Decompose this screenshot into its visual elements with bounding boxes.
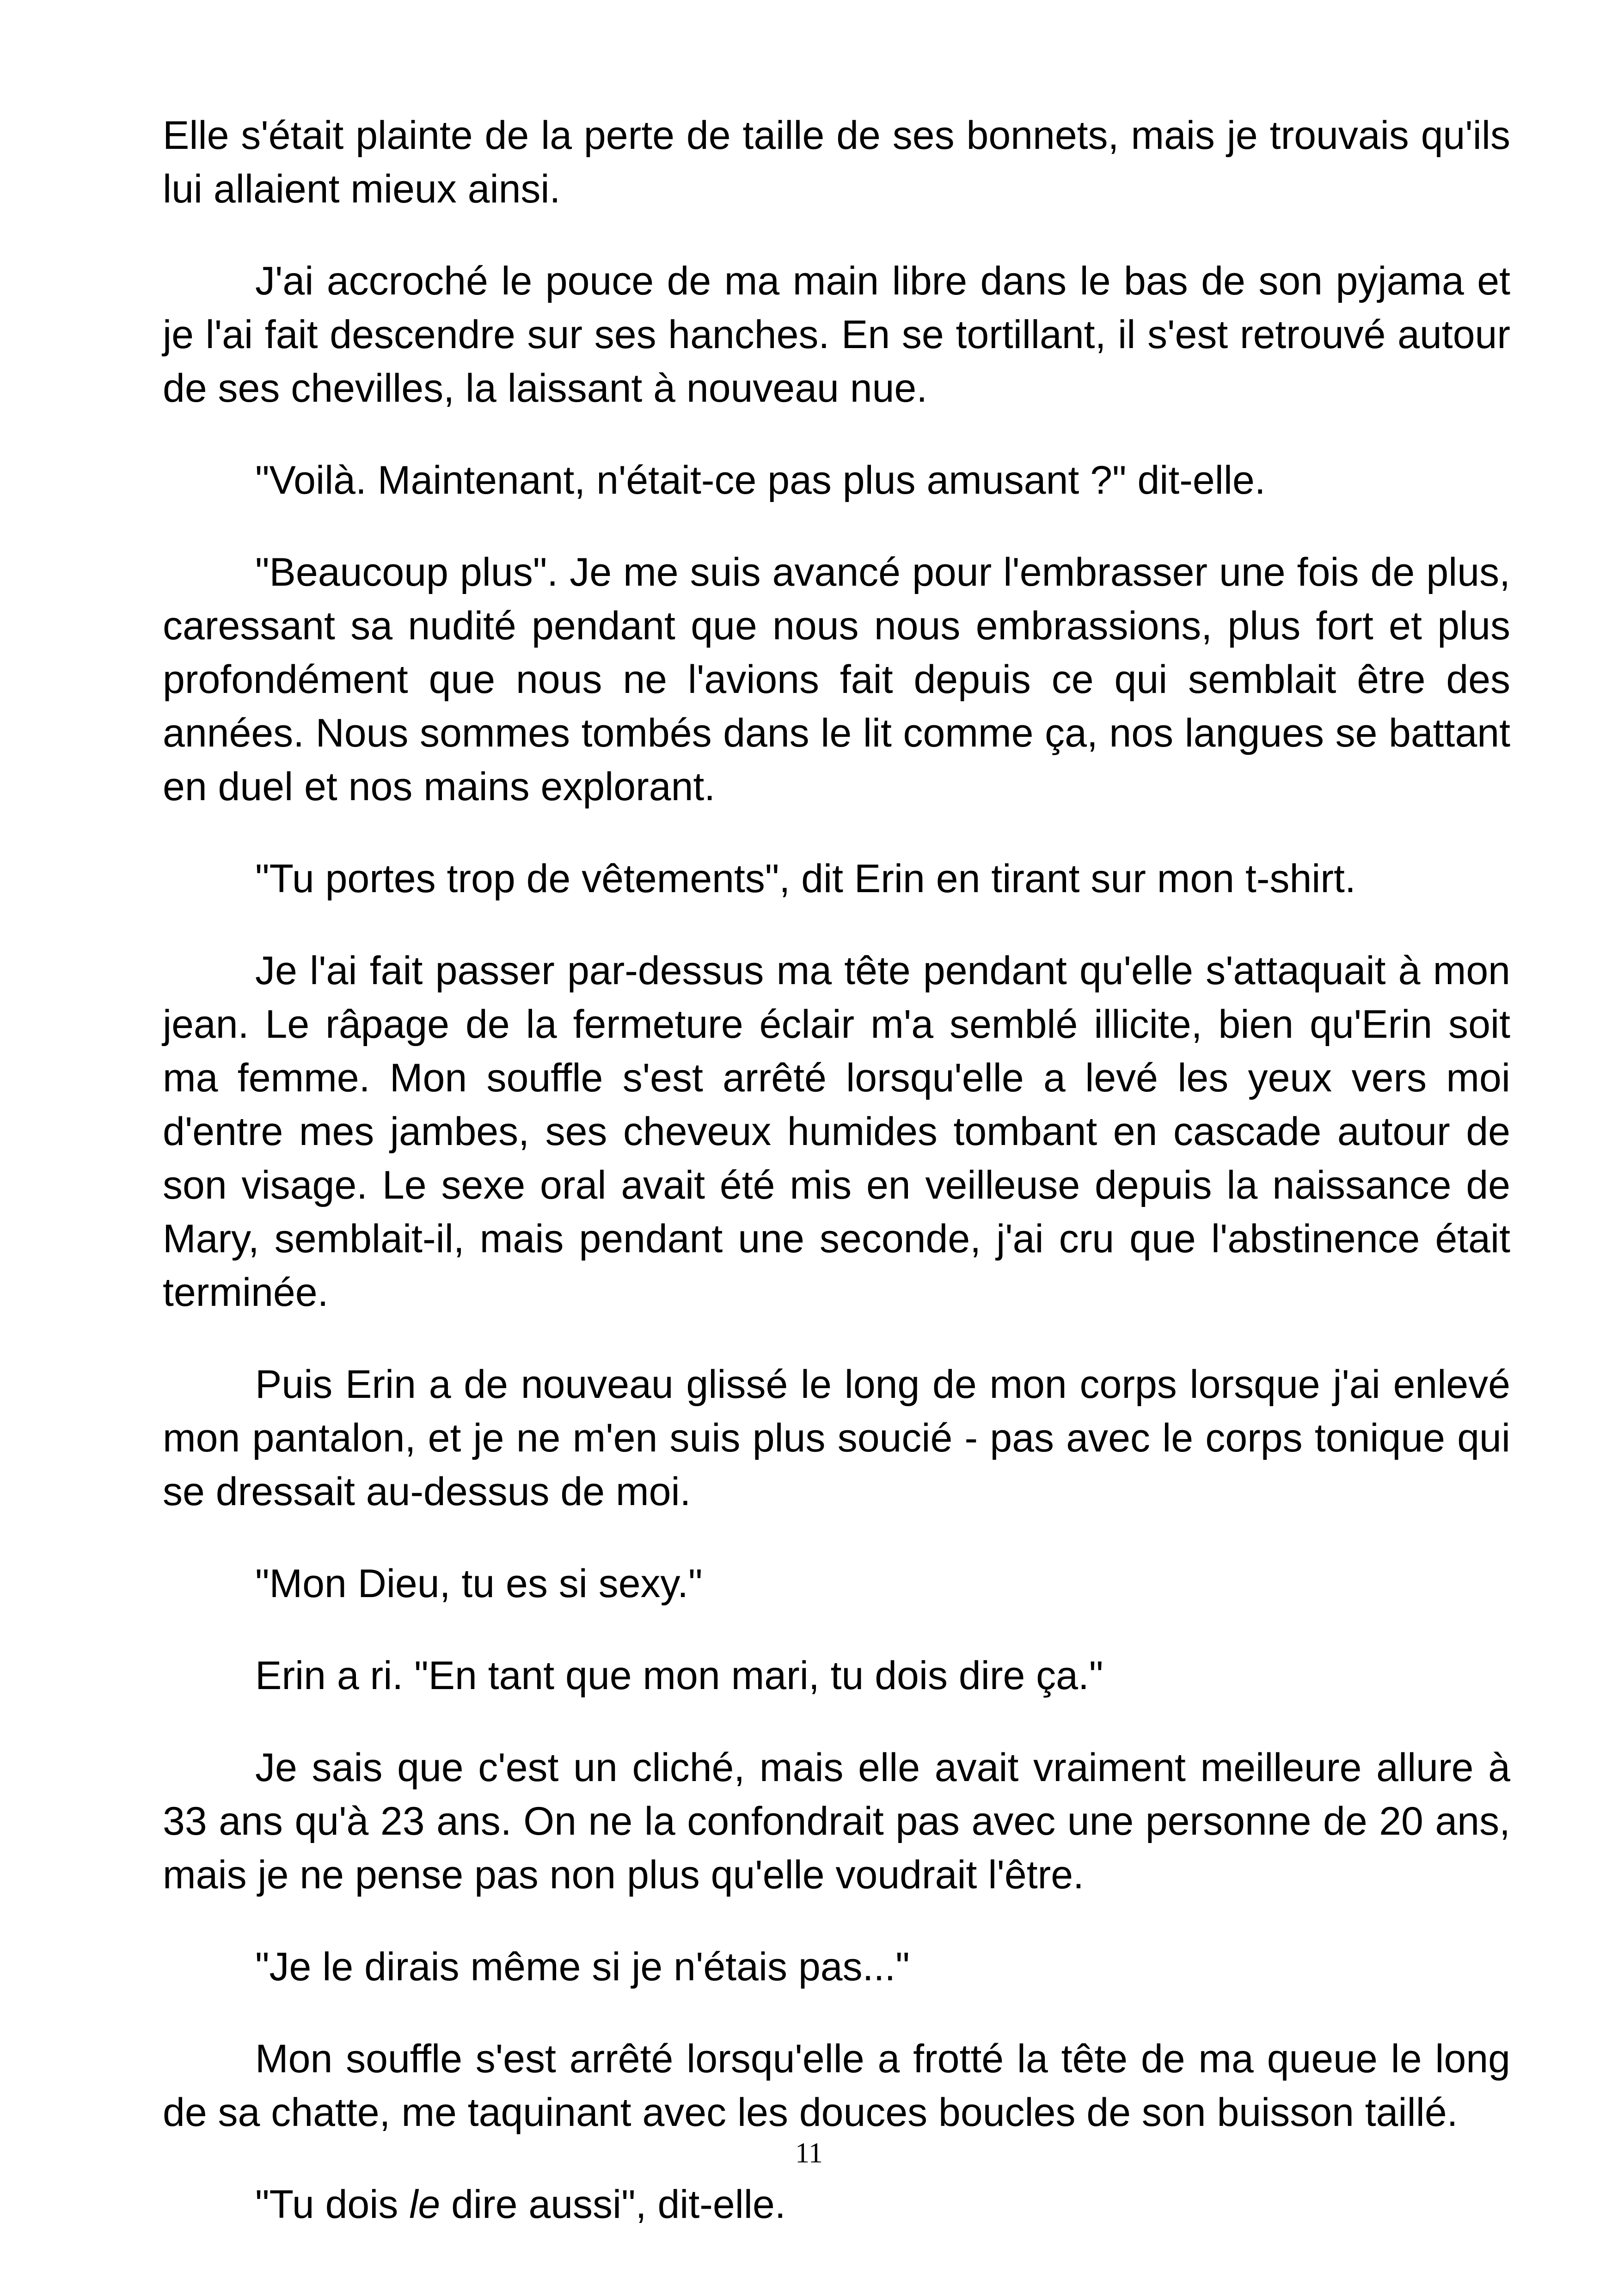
last-paragraph-start: "Tu dois [255, 2182, 410, 2227]
paragraph: Je sais que c'est un cliché, mais elle avait vraiment meilleure allure à 33 ans qu'à 23 ans. On ne la confondrait pas avec une personne de 20 ans, mais je ne pense pas non plus qu'elle voudrait l'être. [163, 1745, 1510, 1897]
paragraph: Elle s'était plainte de la perte de taille de ses bonnets, mais je trouvais qu'ils lui allaient mieux ainsi. [163, 113, 1510, 211]
paragraph: Mon souffle s'est arrêté lorsqu'elle a frotté la tête de ma queue le long de sa chatte, me taquinant avec les douces boucles de son buisson taillé. [163, 2037, 1510, 2135]
paragraph: J'ai accroché le pouce de ma main libre dans le bas de son pyjama et je l'ai fait descendre sur ses hanches. En se tortillant, il s'est retrouvé autour de ses chevilles, la laissant à nouveau nue. [163, 259, 1510, 410]
paragraph: "Tu portes trop de vêtements", dit Erin en tirant sur mon t-shirt. [255, 857, 1356, 901]
page-number: 11 [795, 2137, 823, 2169]
paragraph: Je l'ai fait passer par-dessus ma tête pendant qu'elle s'attaquait à mon jean. Le râpage de la fermeture éclair m'a semblé illicite, bien qu'Erin soit ma femme. Mon souffle s'est arrêté lorsqu'elle a levé les yeux vers moi d'entre mes jambes, ses cheveux humides tombant en cascade autour de son visage. Le sexe oral avait été mis en veilleuse depuis la naissance de Mary, semblait-il, mais pendant une seconde, j'ai cru que l'abstinence était terminée. [163, 949, 1510, 1315]
paragraph: "Beaucoup plus". Je me suis avancé pour l'embrasser une fois de plus, caressant sa nudité pendant que nous nous embrassions, plus fort et plus profondément que nous ne l'avions fait depuis ce qui semblait être des années. Nous sommes tombés dans le lit comme ça, nos langues se battant en duel et nos mains explorant. [163, 550, 1510, 809]
paragraph: Puis Erin a de nouveau glissé le long de mon corps lorsque j'ai enlevé mon pantalon, et je ne m'en suis plus soucié - pas avec le corps tonique qui se dressait au-dessus de moi. [163, 1362, 1510, 1514]
last-paragraph-end: dire aussi", dit-elle. [440, 2182, 786, 2227]
paragraph: "Voilà. Maintenant, n'était-ce pas plus amusant ?" dit-elle. [255, 458, 1266, 502]
paragraph: "Je le dirais même si je n'étais pas..." [255, 1945, 910, 1989]
paragraph: Erin a ri. "En tant que mon mari, tu dois dire ça." [255, 1653, 1103, 1698]
paragraph: "Mon Dieu, tu es si sexy." [255, 1561, 703, 1606]
body-text [163, 109, 1510, 2231]
paragraph-last [163, 2178, 1510, 2231]
emphasized-word: le [409, 2182, 441, 2227]
